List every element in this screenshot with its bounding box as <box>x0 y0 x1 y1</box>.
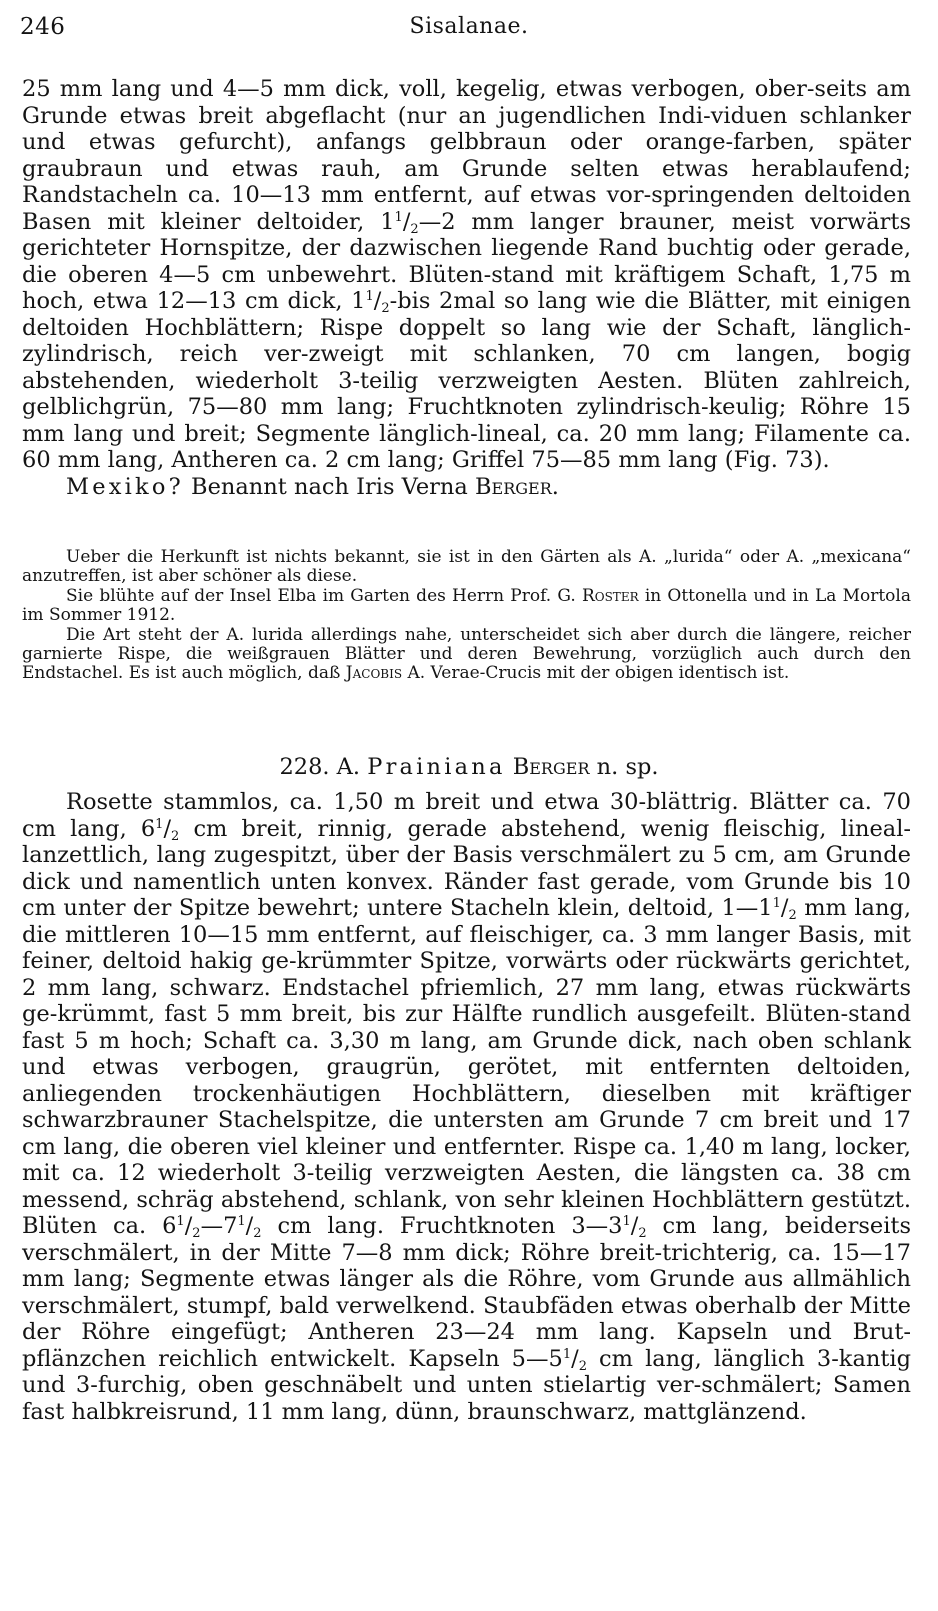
text-run: —2 mm langer brauner, meist vorwärts gerichteter Hornspitze, der dazwischen liegende Rand buchtig oder gerade, die oberen 4—5 cm unbewehrt. Blüten-stand mit kräftigem Schaft, 1,75 m hoch, etwa 12—13 cm dick, 1 <box>22 208 911 314</box>
text-run: mm lang, die mittleren 10—15 mm entfernt, auf fleischiger, ca. 3 mm langer Basis, mit feiner, deltoid hakig ge-krümmter Spitze, vorwärts oder rückwärts gerichtet, 2 mm lang, schwarz. Endstachel pfriemlich, 27 mm lang, etwas rückwärts ge-krümmt, fast 5 mm breit, bis zur Hälfte rundlich ausgefeilt. Blüten-stand fast 5 m hoch; Schaft ca. 3,30 m lang, am Grunde dick, nach oben schlank und etwas verbogen, graugrün, gerötet, mit entfernten deltoiden, anliegenden trockenhäutigen Hochblättern, dieselben mit kräftiger schwarzbrauner Stachelspitze, die untersten am Grunde 7 cm breit und 17 cm lang, die oberen viel kleiner und entfernter. Rispe ca. 1,40 m lang, locker, mit ca. 12 wiederholt 3-teilig verzweigten Aesten, die längsten ca. 38 cm messend, schräg abstehend, schlank, von sehr kleinen Hochblättern gestützt. Blüten ca. 6 <box>22 895 911 1239</box>
text-run: —7 <box>200 1213 238 1239</box>
text-run: -bis 2mal so lang wie die Blätter, mit einigen deltoiden Hochblättern; Rispe doppelt so lang wie der Schaft, länglich-zylindrisch, reich ver-zweigt mit schlanken, 70 cm langen, bogig abstehenden, wiederholt 3-teilig verzweigten Aesten. Blüten zahlreich, gelblichgrün, 75—80 mm lang; Fruchtknoten zylindrisch-keulig; Röhre 15 mm lang und breit; Segmente länglich-lineal, ca. 20 mm lang; Filamente ca. 60 mm lang, Antheren ca. 2 cm lang; Griffel 75—85 mm lang (Fig. 73). <box>22 288 911 473</box>
fraction-denominator: 2 <box>788 908 797 923</box>
species-author: Berger <box>512 754 590 780</box>
page-header <box>20 14 918 48</box>
description-paragraph: Rosette stammlos, ca. 1,50 m breit und etwa 30-blättrig. Blätter ca. 70 cm lang, $6^1/_2$ cm breit, rinnig, gerade abstehend, wenig fleischig, lineal-lanzettlich, lang zugespitzt, über der Basis verschmälert zu 5 cm, am Grunde dick und namentlich unten konvex. Ränder fast gerade, vom Grunde bis 10 cm unter der Spitze bewehrt; untere Stacheln klein, deltoid, $1—1^1/_2$ mm lang, die mittleren 10—15 mm entfernt, auf fleischiger, ca. 3 mm langer Basis, mit feiner, deltoid hakig ge-krümmter Spitze, vorwärts oder rückwärts gerichtet, 2 mm lang, schwarz. Endstachel pfriemlich, 27 mm lang, etwas rückwärts ge-krümmt, fast 5 mm breit, bis zur Hälfte rundlich ausgefeilt. Blüten-stand fast 5 m hoch; Schaft ca. 3,30 m lang, am Grunde dick, nach oben schlank und etwas verbogen, graugrün, gerötet, mit entfernten deltoiden, anliegenden trockenhäutigen Hochblättern, dieselben mit kräftiger schwarzbrauner Stachelspitze, die untersten am Grunde 7 cm breit und 17 cm lang, die oberen viel kleiner und entfernter. Rispe ca. 1,40 m lang, locker, mit ca. 12 wiederholt 3-teilig verzweigten Aesten, die längsten ca. 38 cm messend, schräg abstehend, schlank, von sehr kleinen Hochblättern gestützt. Blüten ca. $6^1/_2—7^1/_2$ cm lang. Fruchtknoten $3—3^1/_2$ cm lang, beiderseits verschmälert, in der Mitte 7—8 mm dick; Röhre breit-trichterig, ca. 15—17 mm lang; Segmente etwas länger als die Röhre, vom Grunde aus allmählich verschmälert, stumpf, bald verwelkend. Staubfäden etwas oberhalb der Mitte der Röhre eingefügt; Antheren 23—24 mm lang. Kapseln und Brut-pflänzchen reichlich entwickelt. Kapseln $5—5^1/_2$ cm lang, länglich 3-kantig und 3-furchig, oben geschnäbelt und unten stielartig ver-schmälert; Samen fast halbkreisrund, 11 mm lang, dünn, braunschwarz, mattglänzend. <box>22 789 912 1425</box>
species-name: Prainiana <box>367 754 506 780</box>
person-name: Roster <box>581 585 639 606</box>
text-run: Rosette stammlos, ca. 1,50 m breit und etwa 30-blättrig. Blätter ca. 70 cm lang, 6 <box>22 789 911 842</box>
fraction-denominator: 2 <box>192 1226 201 1241</box>
origin-line <box>22 474 911 501</box>
fraction-numerator: 1 <box>622 1214 631 1229</box>
fraction-denominator: 2 <box>171 828 180 844</box>
fraction-numerator: 1 <box>176 1214 185 1229</box>
species-description <box>22 789 911 1425</box>
description-paragraph: 25 mm lang und 4—5 mm dick, voll, kegelig, etwas verbogen, ober-seits am Grunde etwas breit abgeflacht (nur an jugendlichen Indi-viduen schlanker und etwas gefurcht), anfangs gelbbraun oder orange-farben, später graubraun und etwas rauh, am Grunde selten etwas herablaufend; Randstacheln ca. 10—13 mm entfernt, auf etwas vor-springenden deltoiden Basen mit kleiner deltoider, $1^1/_2—2$ mm langer brauner, meist vorwärts gerichteter Hornspitze, der dazwischen liegende Rand buchtig oder gerade, die oberen 4—5 cm unbewehrt. Blüten-stand mit kräftigem Schaft, 1,75 m hoch, etwa 12—13 cm dick, $1^1/_2$-bis 2mal so lang wie die Blätter, mit einigen deltoiden Hochblättern; Rispe doppelt so lang wie der Schaft, länglich-zylindrisch, reich ver-zweigt mit schlanken, 70 cm langen, bogig abstehenden, wiederholt 3-teilig verzweigten Aesten. Blüten zahlreich, gelblichgrün, 75—80 mm lang; Fruchtknoten zylindrisch-keulig; Röhre 15 mm lang und breit; Segmente länglich-lineal, ca. 20 mm lang; Filamente ca. 60 mm lang, Antheren ca. 2 cm lang; Griffel 75—85 mm lang (Fig. 73). <box>22 76 911 473</box>
person-name: Jacobis <box>345 663 403 684</box>
fraction-numerator: 1 <box>365 289 374 304</box>
fraction-numerator: 1 <box>237 1214 246 1229</box>
etymology-text: Benannt nach Iris Verna <box>191 473 468 500</box>
fraction-denominator: 2 <box>381 301 390 316</box>
text-run: in Ottonella und in La Mortola im Sommer 1912. <box>22 585 911 626</box>
text-run: Die Art steht der A. lurida allerdings nahe, unterscheidet sich aber durch die längere, reicher garnierte Rispe, die weißgrauen Blätter und deren Bewehrung, vorzüglich auch durch den Endstachel. Es ist auch möglich, daß <box>22 624 911 684</box>
species-status: n. sp. <box>596 754 659 780</box>
fraction-denominator: 2 <box>578 1358 587 1374</box>
notes-block <box>22 548 911 684</box>
note-flowering <box>22 587 911 626</box>
page-number: 246 <box>20 14 66 40</box>
text-run: cm lang, länglich 3-kantig und 3-furchig, oben geschnäbelt und unten stielartig ver-schmälert; Samen fast halbkreisrund, 11 mm lang, dünn, braunschwarz, mattglänzend. <box>22 1345 911 1425</box>
text-run: 25 mm lang und 4—5 mm dick, voll, kegelig, etwas verbogen, ober-seits am Grunde etwas breit abgeflacht (nur an jugendlichen Indi-viduen schlanker und etwas gefurcht), anfangs gelbbraun oder orange-farben, später graubraun und etwas rauh, am Grunde selten etwas herablaufend; Randstacheln ca. 10—13 mm entfernt, auf etwas vor-springenden deltoiden Basen mit kleiner deltoider, 1 <box>22 76 911 235</box>
text-run: cm lang, beiderseits verschmälert, in der Mitte 7—8 mm dick; Röhre breit-trichterig, ca. 15—17 mm lang; Segmente etwas länger als die Röhre, vom Grunde aus allmählich verschmälert, stumpf, bald verwelkend. Staubfäden etwas oberhalb der Mitte der Röhre eingefügt; Antheren 23—24 mm lang. Kapseln und Brut-pflänzchen reichlich entwickelt. Kapseln 5—5 <box>22 1213 912 1372</box>
text-run: . <box>551 473 559 500</box>
continued-description <box>22 76 911 500</box>
fraction-numerator: 1 <box>562 1346 572 1362</box>
text-run: Sie blühte auf der Insel Elba im Garten des Herrn Prof. G. <box>66 585 576 606</box>
origin-region: Mexiko? <box>66 473 184 500</box>
running-title: Sisalanae. <box>409 14 529 39</box>
species-number: 228. A. <box>279 754 361 780</box>
note-relation <box>22 626 911 684</box>
fraction-numerator: 1 <box>772 896 781 911</box>
fraction-denominator: 2 <box>410 221 419 237</box>
note-origin: Ueber die Herkunft ist nichts bekannt, sie ist in den Gärten als A. „lurida“ oder A. „mexicana“ anzutreffen, ist aber schöner als diese. <box>22 547 911 587</box>
species-heading <box>0 754 938 780</box>
author-name: Berger <box>474 473 552 500</box>
fraction-numerator: 1 <box>394 209 403 225</box>
text-run: cm lang. Fruchtknoten 3—3 <box>261 1213 623 1239</box>
fraction-denominator: 2 <box>638 1226 647 1241</box>
text-run: A. Verae-Crucis mit der obigen identisch ist. <box>407 663 790 684</box>
fraction-denominator: 2 <box>253 1226 262 1241</box>
fraction-numerator: 1 <box>155 816 164 832</box>
text-run: cm breit, rinnig, gerade abstehend, wenig fleischig, lineal-lanzettlich, lang zugespitzt, über der Basis verschmälert zu 5 cm, am Grunde dick und namentlich unten konvex. Ränder fast gerade, vom Grunde bis 10 cm unter der Spitze bewehrt; untere Stacheln klein, deltoid, 1—1 <box>22 815 911 921</box>
